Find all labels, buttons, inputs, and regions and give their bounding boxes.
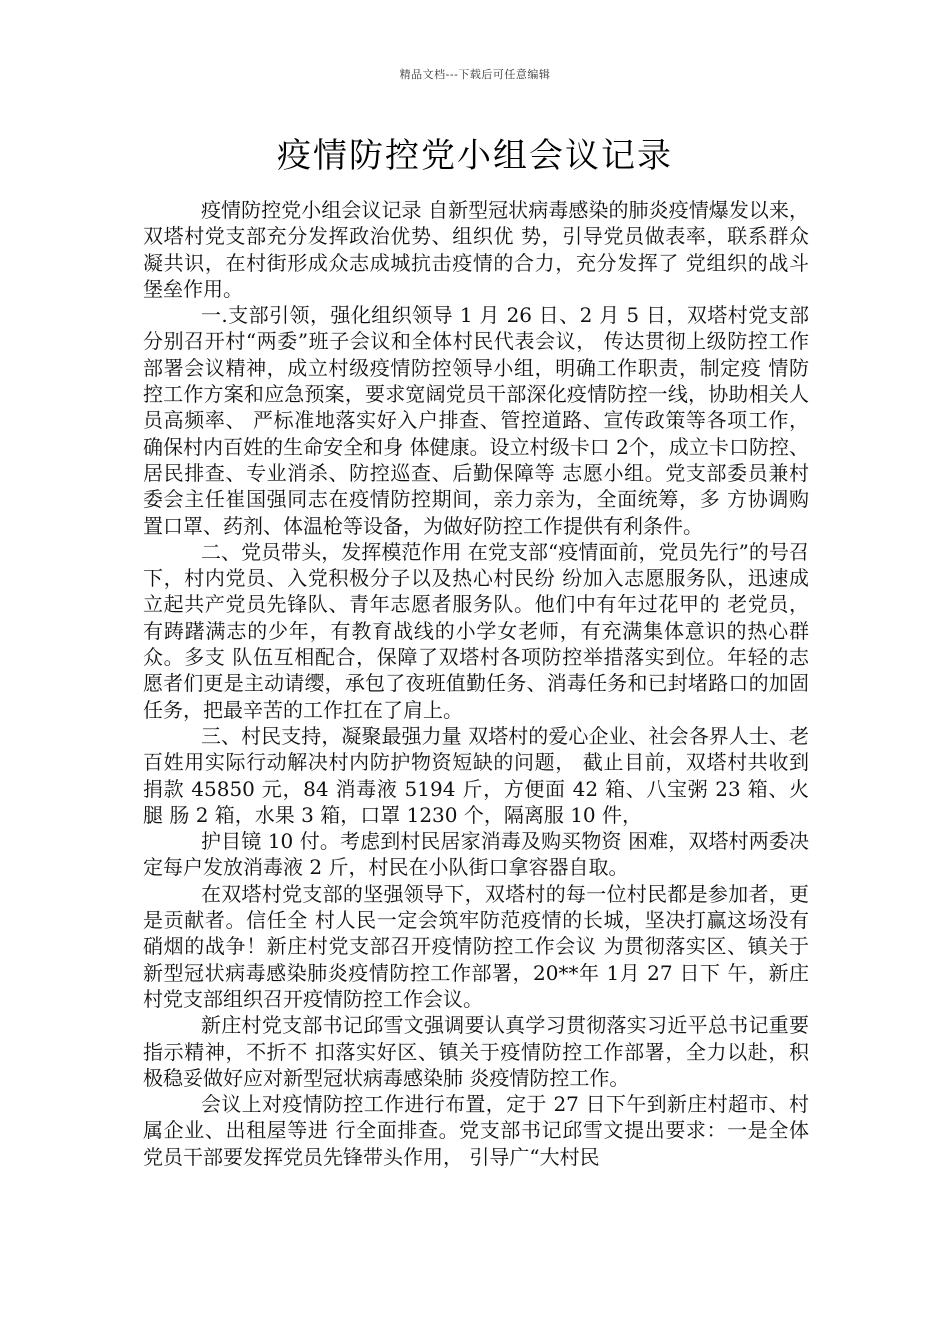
paragraph-section-1: 一.支部引领，强化组织领导 1 月 26 日、2 月 5 日，双塔村党支部分别召开村“两委”班子会议和全体村民代表会议， 传达贯彻上级防控工作部署会议精神，成立村级疫情防控领导小组，明确工作职责，制定疫 情防控工作方案和应急预案，要求宽阔党员干部深化疫情防控一线，协助相关人员高频率、 严标准地落实好入户排查、管控道路、宣传政策等各项工作，确保村内百姓的生命安全和身 体健康。设立村级卡口 2个，成立卡口防控、居民排查、专业消杀、防控巡查、后勤保障等 志愿小组。党支部委员兼村委会主任崔国强同志在疫情防控期间，亲力亲为，全面统筹，多 方协调购置口罩、药剂、体温枪等设备，为做好防控工作提供有利条件。	[143, 303, 809, 538]
paragraph-section-3: 三、村民支持，凝聚最强力量 双塔村的爱心企业、社会各界人士、老百姓用实际行动解决村内防护物资短缺的问题， 截止目前，双塔村共收到捐款 45850 元，84 消毒液 5194 斤，方便面 42 箱、八宝粥 23 箱、火腿 肠 2 箱，水果 3 箱，口罩 1230 个，隔离服 10 件，	[143, 723, 809, 827]
paragraph-intro: 疫情防控党小组会议记录 自新型冠状病毒感染的肺炎疫情爆发以来，双塔村党支部充分发挥政治优势、组织优 势，引导党员做表率，联系群众凝共识，在村街形成众志成城抗击疫情的合力，充分发挥了 党组织的战斗堡垒作用。	[143, 198, 809, 301]
document-title: 疫情防控党小组会议记录	[277, 136, 673, 176]
paragraph-conclusion: 在双塔村党支部的坚强领导下，双塔村的每一位村民都是参加者，更是贡献者。信任全 村人民一定会筑牢防范疫情的长城，坚决打赢这场没有硝烟的战争！新庄村党支部召开疫情防控工作会议 为贯彻落实区、镇关于新型冠状病毒感染肺炎疫情防控工作部署，20**年 1月 27 日下 午，新庄村党支部组织召开疫情防控工作会议。	[143, 881, 809, 1011]
header-note: 精品文档---下载后可任意编辑	[399, 68, 551, 81]
paragraph-secretary-remarks: 新庄村党支部书记邱雪文强调要认真学习贯彻落实习近平总书记重要指示精神，不折不 扣落实好区、镇关于疫情防控工作部署，全力以赴，积极稳妥做好应对新型冠状病毒感染肺 炎疫情防控工作。	[143, 1013, 809, 1090]
paragraph-section-2: 二、党员带头，发挥模范作用 在党支部“疫情面前，党员先行”的号召下，村内党员、入党积极分子以及热心村民纷 纷加入志愿服务队，迅速成立起共产党员先锋队、青年志愿者服务队。他们中有年过花甲的 老党员，有踌躇满志的少年，有教育战线的小学女老师，有充满集体意识的热心群众。多支 队伍互相配合，保障了双塔村各项防控举措落实到位。年轻的志愿者们更是主动请缨，承包了夜班值勤任务、消毒任务和已封堵路口的加固任务，把最辛苦的工作扛在了肩上。	[143, 539, 809, 722]
paragraph-section-3-continued: 护目镜 10 付。考虑到村民居家消毒及购买物资 困难，双塔村两委决定每户发放消毒液 2 斤，村民在小队街口拿容器自取。	[143, 829, 809, 880]
paragraph-meeting-arrangements: 会议上对疫情防控工作进行布置，定于 27 日下午到新庄村超市、村属企业、出租屋等进 行全面排查。党支部书记邱雪文提出要求：一是全体党员干部要发挥党员先锋带头作用， 引导广“大村民	[143, 1092, 809, 1169]
document-body	[143, 197, 809, 1170]
